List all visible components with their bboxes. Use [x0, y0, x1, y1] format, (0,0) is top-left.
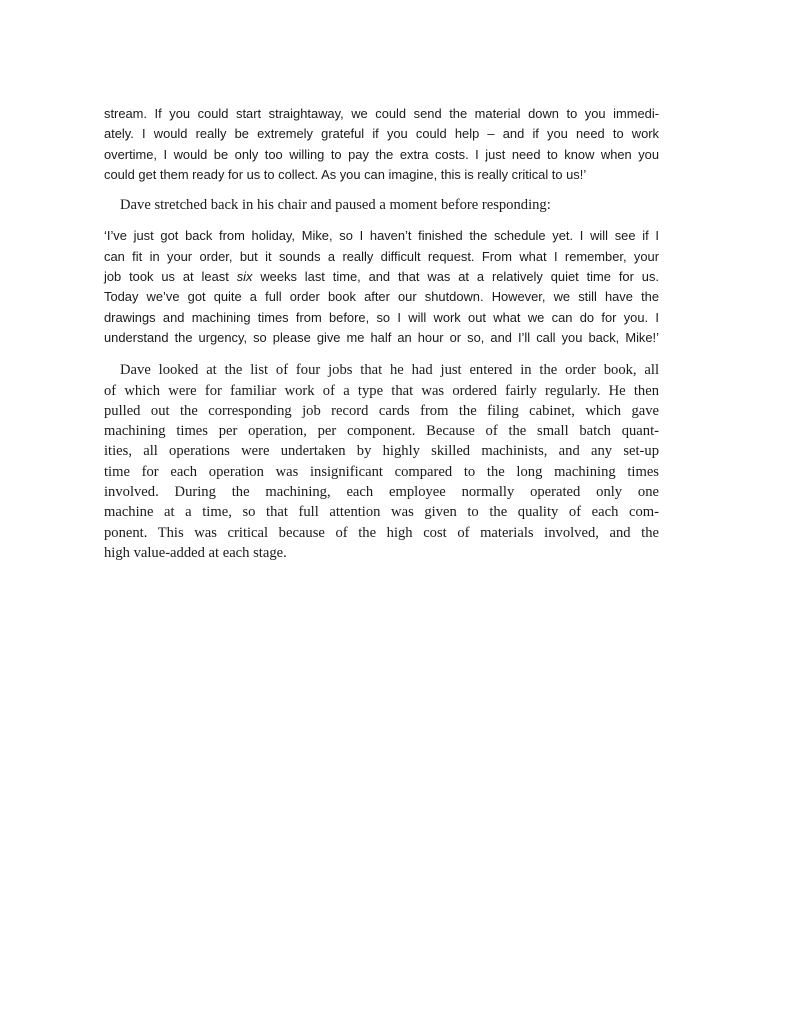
text-line: ities, all operations were undertaken by highly skilled machinists, and any set-up: [104, 443, 659, 460]
text-line: Today we’ve got quite a full order book after our shutdown. However, we still have the: [104, 289, 659, 305]
text-fragment: job took us at least: [104, 269, 237, 285]
text-fragment: weeks last time, and that was at a relatively quiet time for us.: [252, 269, 659, 285]
text-line: pulled out the corresponding job record cards from the filing cabinet, which gave: [104, 402, 659, 419]
text-line: understand the urgency, so please give me half an hour or so, and I’ll call you back, Mike!’: [104, 329, 659, 345]
narrative-paragraph-job-records: [104, 360, 659, 563]
text-line: of which were for familiar work of a type that was ordered fairly regularly. He then: [104, 382, 659, 399]
text-line: Dave looked at the list of four jobs that he had just entered in the order book, all: [120, 362, 659, 379]
text-line: ‘I’ve just got back from holiday, Mike, so I haven’t finished the schedule yet. I will see if I: [104, 228, 659, 244]
text-line: high value-added at each stage.: [104, 544, 287, 561]
text-line: ponent. This was critical because of the high cost of materials involved, and the: [104, 524, 659, 541]
text-line: drawings and machining times from before, so I will work out what we can do for you. I: [104, 309, 659, 325]
narrative-paragraph-dave-responds: [104, 195, 659, 215]
text-line: stream. If you could start straightaway, we could send the material down to you immedi-: [104, 106, 659, 121]
dialogue-paragraph-mike: [104, 104, 659, 185]
text-line: time for each operation was insignificant compared to the long machining times: [104, 463, 659, 480]
page-content: [104, 104, 659, 563]
text-line: machining times per operation, per component. Because of the small batch quant-: [104, 423, 659, 440]
text-line: involved. During the machining, each employee normally operated only one: [104, 484, 659, 501]
text-line: ately. I would really be extremely grateful if you could help – and if you need to work: [104, 126, 659, 142]
text-line: overtime, I would be only too willing to pay the extra costs. I just need to know when you: [104, 146, 659, 162]
text-line: could get them ready for us to collect. As you can imagine, this is really critical to us!’: [104, 166, 587, 182]
text-line: machine at a time, so that full attention was given to the quality of each com-: [104, 504, 659, 521]
dialogue-paragraph-dave: [104, 226, 659, 348]
emphasized-word: six: [236, 269, 253, 285]
text-line: can fit in your order, but it sounds a really difficult request. From what I remember, your: [104, 248, 659, 264]
text-line: [104, 267, 659, 287]
text-line: Dave stretched back in his chair and paused a moment before responding:: [120, 197, 551, 214]
